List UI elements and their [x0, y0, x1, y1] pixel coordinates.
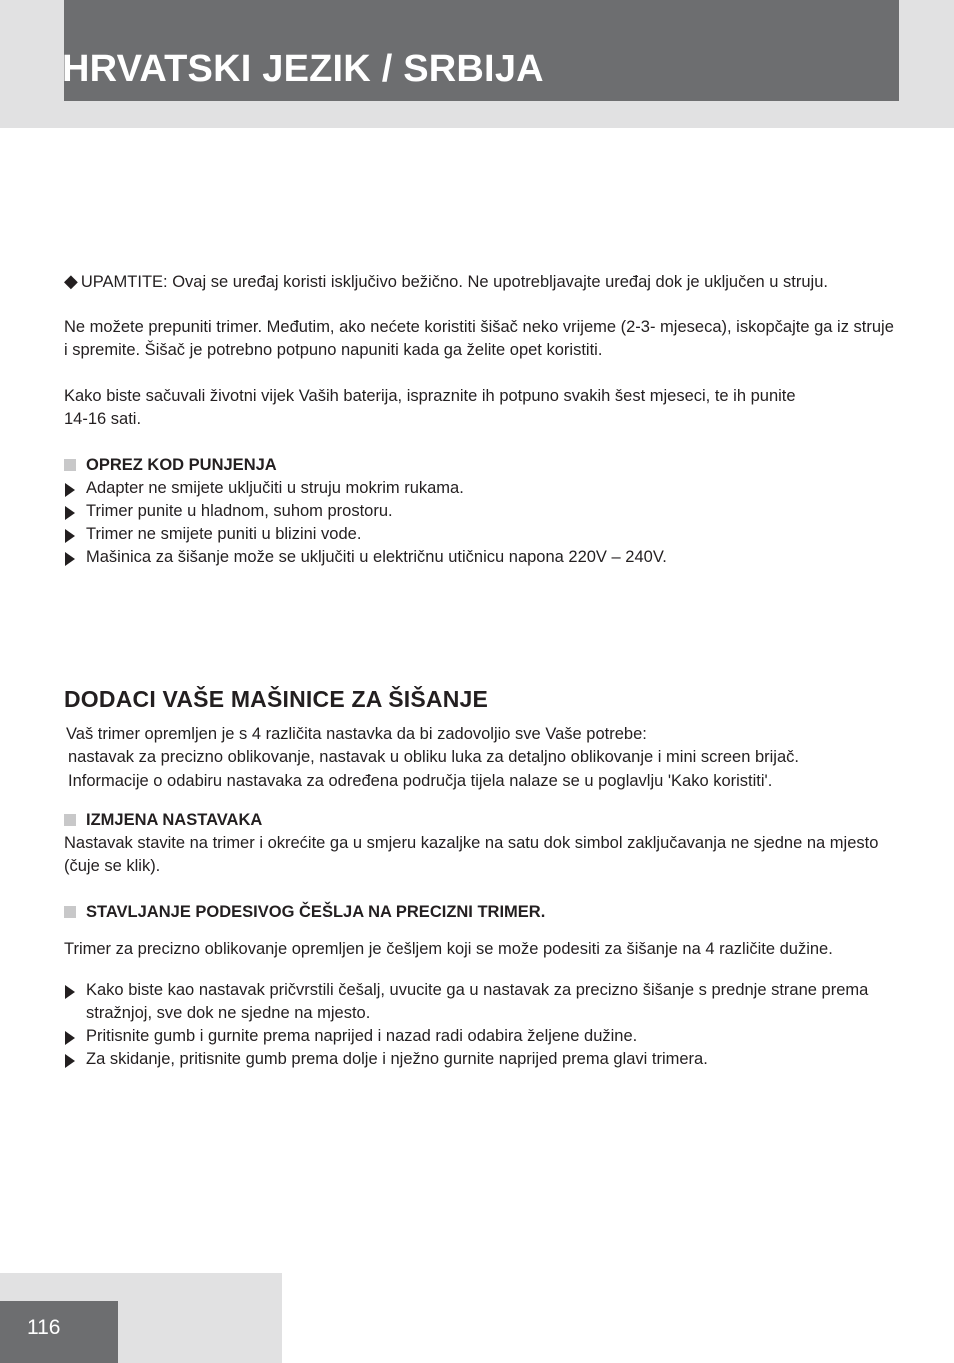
- page-number: 116: [27, 1316, 61, 1339]
- list-item: Trimer punite u hladnom, suhom prostoru.: [64, 500, 894, 523]
- accessories-heading: DODACI VAŠE MAŠINICE ZA ŠIŠANJE: [64, 686, 489, 712]
- battery-paragraph: [64, 385, 894, 431]
- battery-line-2: 14-16 sati.: [64, 410, 142, 428]
- warning-note: [64, 270, 894, 294]
- charging-heading: [64, 454, 277, 477]
- change-paragraph: Nastavak stavite na trimer i okrećite ga u smjeru kazaljke na satu dok simbol zaključavanja ne sjedne na mjesto (čuje se klik).: [64, 834, 879, 875]
- battery-line-1: Kako biste sačuvali životni vijek Vaših baterija, ispraznite ih potpuno svakih šest mjeseci, te ih punite: [64, 387, 796, 405]
- change-heading-text: IZMJENA NASTAVAKA: [86, 811, 263, 829]
- accessories-line-1: Vaš trimer opremljen je s 4 različita nastavka da bi zadovoljio sve Vaše potrebe:: [66, 725, 647, 743]
- bullet-triangle-icon: [65, 1031, 75, 1045]
- charging-heading-text: OPREZ KOD PUNJENJA: [86, 456, 277, 474]
- bullet-triangle-icon: [65, 1054, 75, 1068]
- list-item: Pritisnite gumb i gurnite prema naprijed i nazad radi odabira željene dužine.: [64, 1025, 894, 1048]
- section-square-icon: [64, 459, 76, 471]
- list-item: Adapter ne smijete uključiti u struju mokrim rukama.: [64, 477, 894, 500]
- accessories-line-3: Informacije o odabiru nastavaka za određena područja tijela nalaze se u poglavlju 'Kako koristiti'.: [68, 772, 773, 790]
- list-item: Trimer ne smijete puniti u blizini vode.: [64, 523, 894, 546]
- change-heading: [64, 809, 262, 832]
- bullet-triangle-icon: [65, 483, 75, 497]
- comb-list: [64, 979, 894, 1071]
- warning-diamond-icon: ◆: [64, 271, 78, 291]
- bullet-triangle-icon: [65, 506, 75, 520]
- list-item: Kako biste kao nastavak pričvrstili češalj, uvucite ga u nastavak za precizno šišanje s prednje strane prema stražnjoj, sve dok ne sjedne na mjesto.: [64, 979, 894, 1025]
- section-square-icon: [64, 906, 76, 918]
- bullet-triangle-icon: [65, 552, 75, 566]
- storage-paragraph: Ne možete prepuniti trimer. Međutim, ako nećete koristiti šišač neko vrijeme (2-3- mjeseca), iskopčajte ga iz struje i spremite. Šišač je potrebno potpuno napuniti kada ga želite opet koristiti.: [64, 318, 894, 359]
- comb-paragraph: Trimer za precizno oblikovanje opremljen je češljem koji se može podesiti za šišanje na 4 različite dužine.: [64, 940, 833, 958]
- bullet-triangle-icon: [65, 529, 75, 543]
- accessories-line-2: nastavak za precizno oblikovanje, nastavak u obliku luka za detaljno oblikovanje i mini screen brijač.: [68, 748, 799, 766]
- bullet-triangle-icon: [65, 985, 75, 999]
- list-item: Za skidanje, pritisnite gumb prema dolje i nježno gurnite naprijed prema glavi trimera.: [64, 1048, 894, 1071]
- list-item: Mašinica za šišanje može se uključiti u električnu utičnicu napona 220V – 240V.: [64, 546, 894, 569]
- charging-list: [64, 477, 894, 569]
- comb-heading: [64, 901, 545, 924]
- page-title: HRVATSKI JEZIK / SRBIJA: [62, 48, 544, 90]
- comb-heading-text: STAVLJANJE PODESIVOG ČEŠLJA NA PRECIZNI TRIMER.: [86, 903, 546, 921]
- warning-text: UPAMTITE: Ovaj se uređaj koristi isključivo bežično. Ne upotrebljavajte uređaj dok je uključen u struju.: [80, 273, 828, 291]
- section-square-icon: [64, 814, 76, 826]
